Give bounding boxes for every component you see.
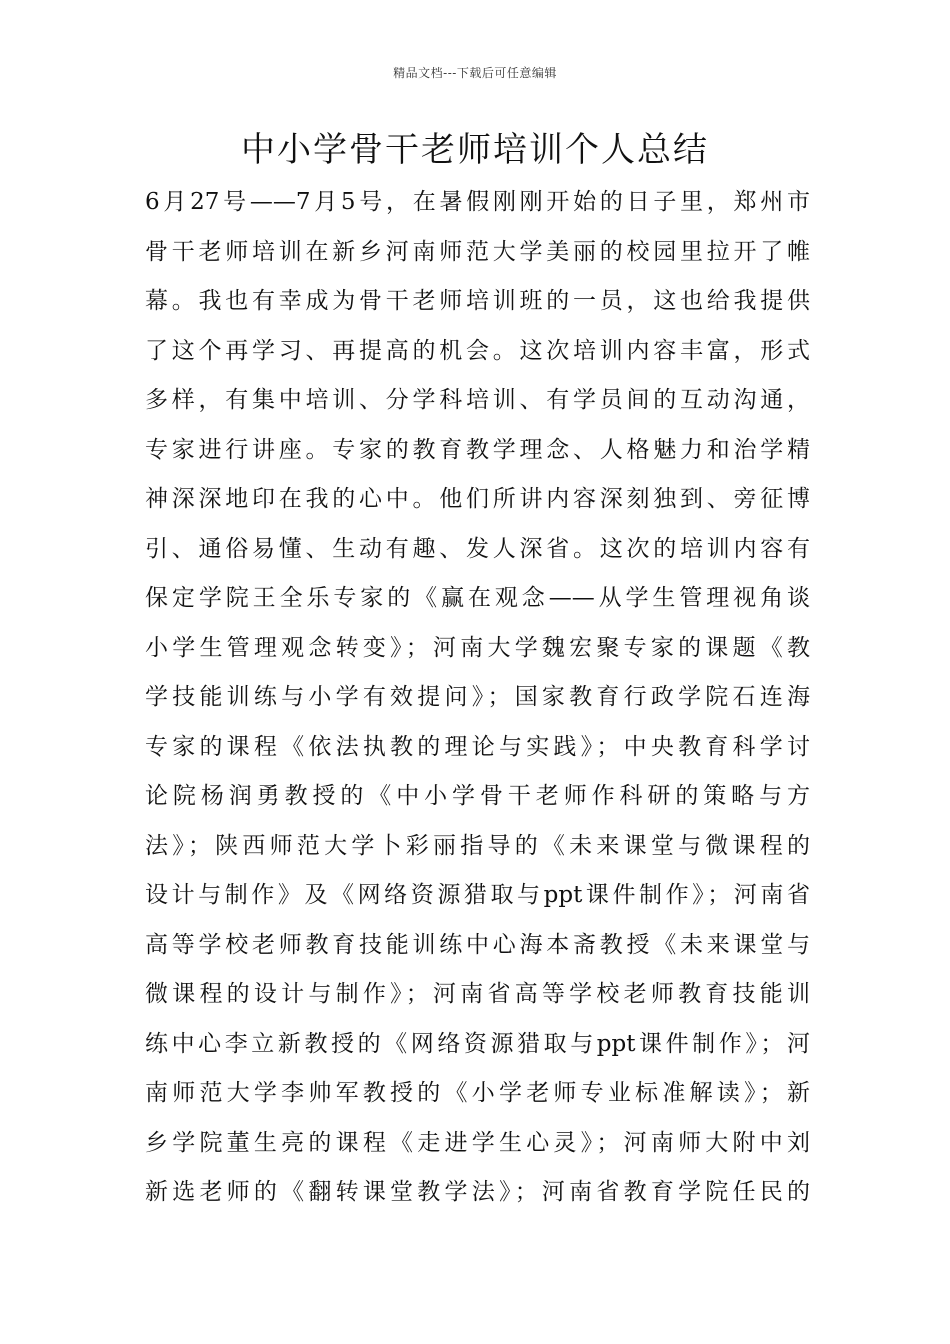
page-title: 中小学骨干老师培训个人总结 [241, 130, 709, 170]
paragraph-line: 微课程的设计与制作》；河南省高等学校老师教育技能训 [145, 981, 810, 1007]
paragraph-line: 新选老师的《翻转课堂教学法》；河南省教育学院任民的 [145, 1179, 810, 1205]
body-paragraph [145, 178, 810, 1218]
paragraph-line: 了这个再学习、再提高的机会。这次培训内容丰富，形式 [145, 337, 810, 364]
paragraph-line: 6月27号——7月5号，在暑假刚刚开始的日子里，郑州市 [145, 189, 810, 215]
paragraph-line: 骨干老师培训在新乡河南师范大学美丽的校园里拉开了帷 [145, 238, 810, 265]
paragraph-line: 乡学院董生亮的课程《走进学生心灵》；河南师大附中刘 [145, 1129, 810, 1156]
paragraph-line: 练中心李立新教授的《网络资源猎取与ppt课件制作》；河 [145, 1030, 810, 1057]
paragraph-line: 保定学院王全乐专家的《赢在观念——从学生管理视角谈 [145, 585, 810, 611]
paragraph-line: 论院杨润勇教授的《中小学骨干老师作科研的策略与方 [145, 783, 810, 809]
header-note: 精品文档---下载后可任意编辑 [393, 66, 557, 80]
paragraph-line: 学技能训练与小学有效提问》；国家教育行政学院石连海 [145, 684, 810, 710]
paragraph-line: 法》；陕西师范大学卜彩丽指导的《未来课堂与微课程的 [145, 832, 810, 859]
paragraph-line: 专家进行讲座。专家的教育教学理念、人格魅力和治学精 [145, 436, 810, 463]
paragraph-line: 南师范大学李帅军教授的《小学老师专业标准解读》；新 [145, 1080, 810, 1106]
paragraph-line: 高等学校老师教育技能训练中心海本斋教授《未来课堂与 [145, 931, 810, 958]
paragraph-line: 设计与制作》及《网络资源猎取与ppt课件制作》；河南省 [145, 882, 810, 908]
paragraph-line: 引、通俗易懂、生动有趣、发人深省。这次的培训内容有 [145, 535, 810, 562]
paragraph-line: 神深深地印在我的心中。他们所讲内容深刻独到、旁征博 [145, 486, 810, 512]
paragraph-line: 专家的课程《依法执教的理论与实践》；中央教育科学讨 [145, 733, 810, 760]
paragraph-line: 多样，有集中培训、分学科培训、有学员间的互动沟通， [145, 387, 810, 413]
paragraph-line: 小学生管理观念转变》；河南大学魏宏聚专家的课题《教 [145, 634, 810, 661]
paragraph-line: 幕。我也有幸成为骨干老师培训班的一员，这也给我提供 [145, 288, 810, 314]
